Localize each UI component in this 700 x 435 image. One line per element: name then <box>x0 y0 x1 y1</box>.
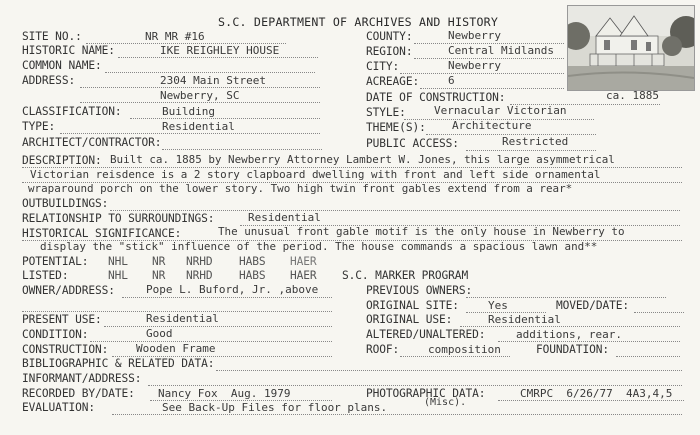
original-site-label: ORIGINAL SITE: <box>366 299 459 312</box>
photographic-note: (Misc). <box>424 397 467 408</box>
evaluation-line <box>112 414 682 415</box>
significance-line-1: The unusual front gable motif is the only house in Newberry to <box>218 225 625 238</box>
altered-value: additions, rear. <box>516 328 622 341</box>
county-label: COUNTY: <box>366 30 413 43</box>
style-label: STYLE: <box>366 106 406 119</box>
construction-label: CONSTRUCTION: <box>22 343 109 356</box>
photographic-value: CMRPC 6/26/77 4A3,4,5 <box>520 387 673 400</box>
historic-name-label: HISTORIC NAME: <box>22 44 115 57</box>
foundation-line <box>616 356 680 357</box>
public-access-label: PUBLIC ACCESS: <box>366 137 459 150</box>
description-label: DESCRIPTION: <box>22 154 102 167</box>
potential-nrhd: NRHD <box>186 255 213 268</box>
description-line-3: wraparound porch on the lower story. Two high twin front gables extend from a rear* <box>28 182 573 195</box>
city-line <box>400 73 564 74</box>
bibliographic-label: BIBLIOGRAPHIC & RELATED DATA: <box>22 357 215 370</box>
significance-label: HISTORICAL SIGNIFICANCE: <box>22 227 182 240</box>
foundation-label: FOUNDATION: <box>536 343 609 356</box>
photographic-line <box>498 400 684 401</box>
house-photo-illustration <box>568 6 694 90</box>
listed-label: LISTED: <box>22 269 69 282</box>
roof-value: composition <box>428 343 501 356</box>
previous-owners-label: PREVIOUS OWNERS: <box>366 284 473 297</box>
theme-value: Architecture <box>452 119 532 132</box>
present-use-line <box>104 326 332 327</box>
historic-name-line <box>118 57 318 58</box>
moved-date-line <box>634 312 684 313</box>
original-use-value: Residential <box>488 313 561 326</box>
previous-owners-line <box>466 297 666 298</box>
potential-label: POTENTIAL: <box>22 255 89 268</box>
date-of-construction-label: DATE OF CONSTRUCTION: <box>366 91 506 104</box>
condition-value: Good <box>146 327 173 340</box>
style-value: Vernacular Victorian <box>434 104 567 117</box>
moved-date-label: MOVED/DATE: <box>556 299 629 312</box>
acreage-label: ACREAGE: <box>366 75 420 88</box>
historic-name-value: IKE REIGHLEY HOUSE <box>160 44 280 57</box>
recorded-label: RECORDED BY/DATE: <box>22 387 135 400</box>
evaluation-value: See Back-Up Files for floor plans. <box>162 401 388 414</box>
address-label: ADDRESS: <box>22 74 76 87</box>
listed-haer: HAER <box>290 269 317 282</box>
address-value-1: 2304 Main Street <box>160 74 266 87</box>
architect-label: ARCHITECT/CONTRACTOR: <box>22 136 162 149</box>
city-value: Newberry <box>448 59 501 72</box>
address-value-2: Newberry, SC <box>160 89 240 102</box>
address-line-2 <box>80 102 320 103</box>
potential-nr: NR <box>152 255 166 268</box>
relationship-label: RELATIONSHIP TO SURROUNDINGS: <box>22 212 215 225</box>
marker-program-label: S.C. MARKER PROGRAM <box>342 269 469 282</box>
theme-label: THEME(S): <box>366 121 426 134</box>
common-name-label: COMMON NAME: <box>22 59 102 72</box>
type-label: TYPE: <box>22 120 56 133</box>
owner-line <box>122 297 332 298</box>
roof-label: ROOF: <box>366 343 400 356</box>
type-line <box>60 133 320 134</box>
address-line-1 <box>80 87 320 88</box>
region-label: REGION: <box>366 45 413 58</box>
evaluation-label: EVALUATION: <box>22 401 95 414</box>
owner-value: Pope L. Buford, Jr. ,above <box>146 283 319 296</box>
photographic-label: PHOTOGRAPHIC DATA: <box>366 387 486 400</box>
description-line-1: Built ca. 1885 by Newberry Attorney Lambert W. Jones, this large asymmetrical <box>110 153 615 166</box>
listed-nrhd: NRHD <box>186 269 213 282</box>
outbuildings-label: OUTBUILDINGS: <box>22 197 109 210</box>
significance-line-2: display the "stick" influence of the period. The house commands a spacious lawn and** <box>40 240 598 253</box>
original-use-label: ORIGINAL USE: <box>366 313 453 326</box>
potential-habs: HABS <box>239 255 266 268</box>
acreage-line <box>420 88 564 89</box>
relationship-value: Residential <box>248 211 321 224</box>
acreage-value: 6 <box>448 74 455 87</box>
listed-nhl: NHL <box>108 269 128 282</box>
description-line-2: Victorian reisdence is a 2 story clapboard dwelling with front and left side ornamental <box>30 168 601 181</box>
card-title: S.C. DEPARTMENT OF ARCHIVES AND HISTORY <box>218 15 499 29</box>
site-no-label: SITE NO.: <box>22 30 82 43</box>
region-value: Central Midlands <box>448 44 554 57</box>
house-photo <box>567 5 695 91</box>
bibliographic-line <box>216 370 682 371</box>
classification-label: CLASSIFICATION: <box>22 105 122 118</box>
public-access-line <box>466 150 596 151</box>
site-no-value: NR MR #16 <box>145 30 205 43</box>
original-use-line <box>460 326 680 327</box>
present-use-label: PRESENT USE: <box>22 313 102 326</box>
public-access-value: Restricted <box>502 135 569 148</box>
construction-value: Wooden Frame <box>136 342 216 355</box>
outbuildings-line <box>110 210 680 211</box>
owner-label: OWNER/ADDRESS: <box>22 284 115 297</box>
potential-haer: HAER <box>290 255 317 268</box>
county-value: Newberry <box>448 29 501 42</box>
informant-label: INFORMANT/ADDRESS: <box>22 372 142 385</box>
potential-nhl: NHL <box>108 255 128 268</box>
condition-label: CONDITION: <box>22 328 89 341</box>
common-name-line <box>105 72 315 73</box>
classification-line <box>130 118 320 119</box>
architect-line <box>162 149 322 150</box>
recorded-value: Nancy Fox Aug. 1979 <box>158 387 291 400</box>
type-value: Residential <box>162 120 235 133</box>
date-of-construction-value: ca. 1885 <box>606 89 659 102</box>
listed-nr: NR <box>152 269 166 282</box>
classification-value: Building <box>162 105 215 118</box>
informant-line <box>148 385 682 386</box>
altered-label: ALTERED/UNALTERED: <box>366 328 486 341</box>
original-site-value: Yes <box>488 299 508 312</box>
altered-line <box>498 341 680 342</box>
listed-habs: HABS <box>239 269 266 282</box>
present-use-value: Residential <box>146 312 219 325</box>
city-label: CITY: <box>366 60 400 73</box>
roof-line <box>400 356 510 357</box>
